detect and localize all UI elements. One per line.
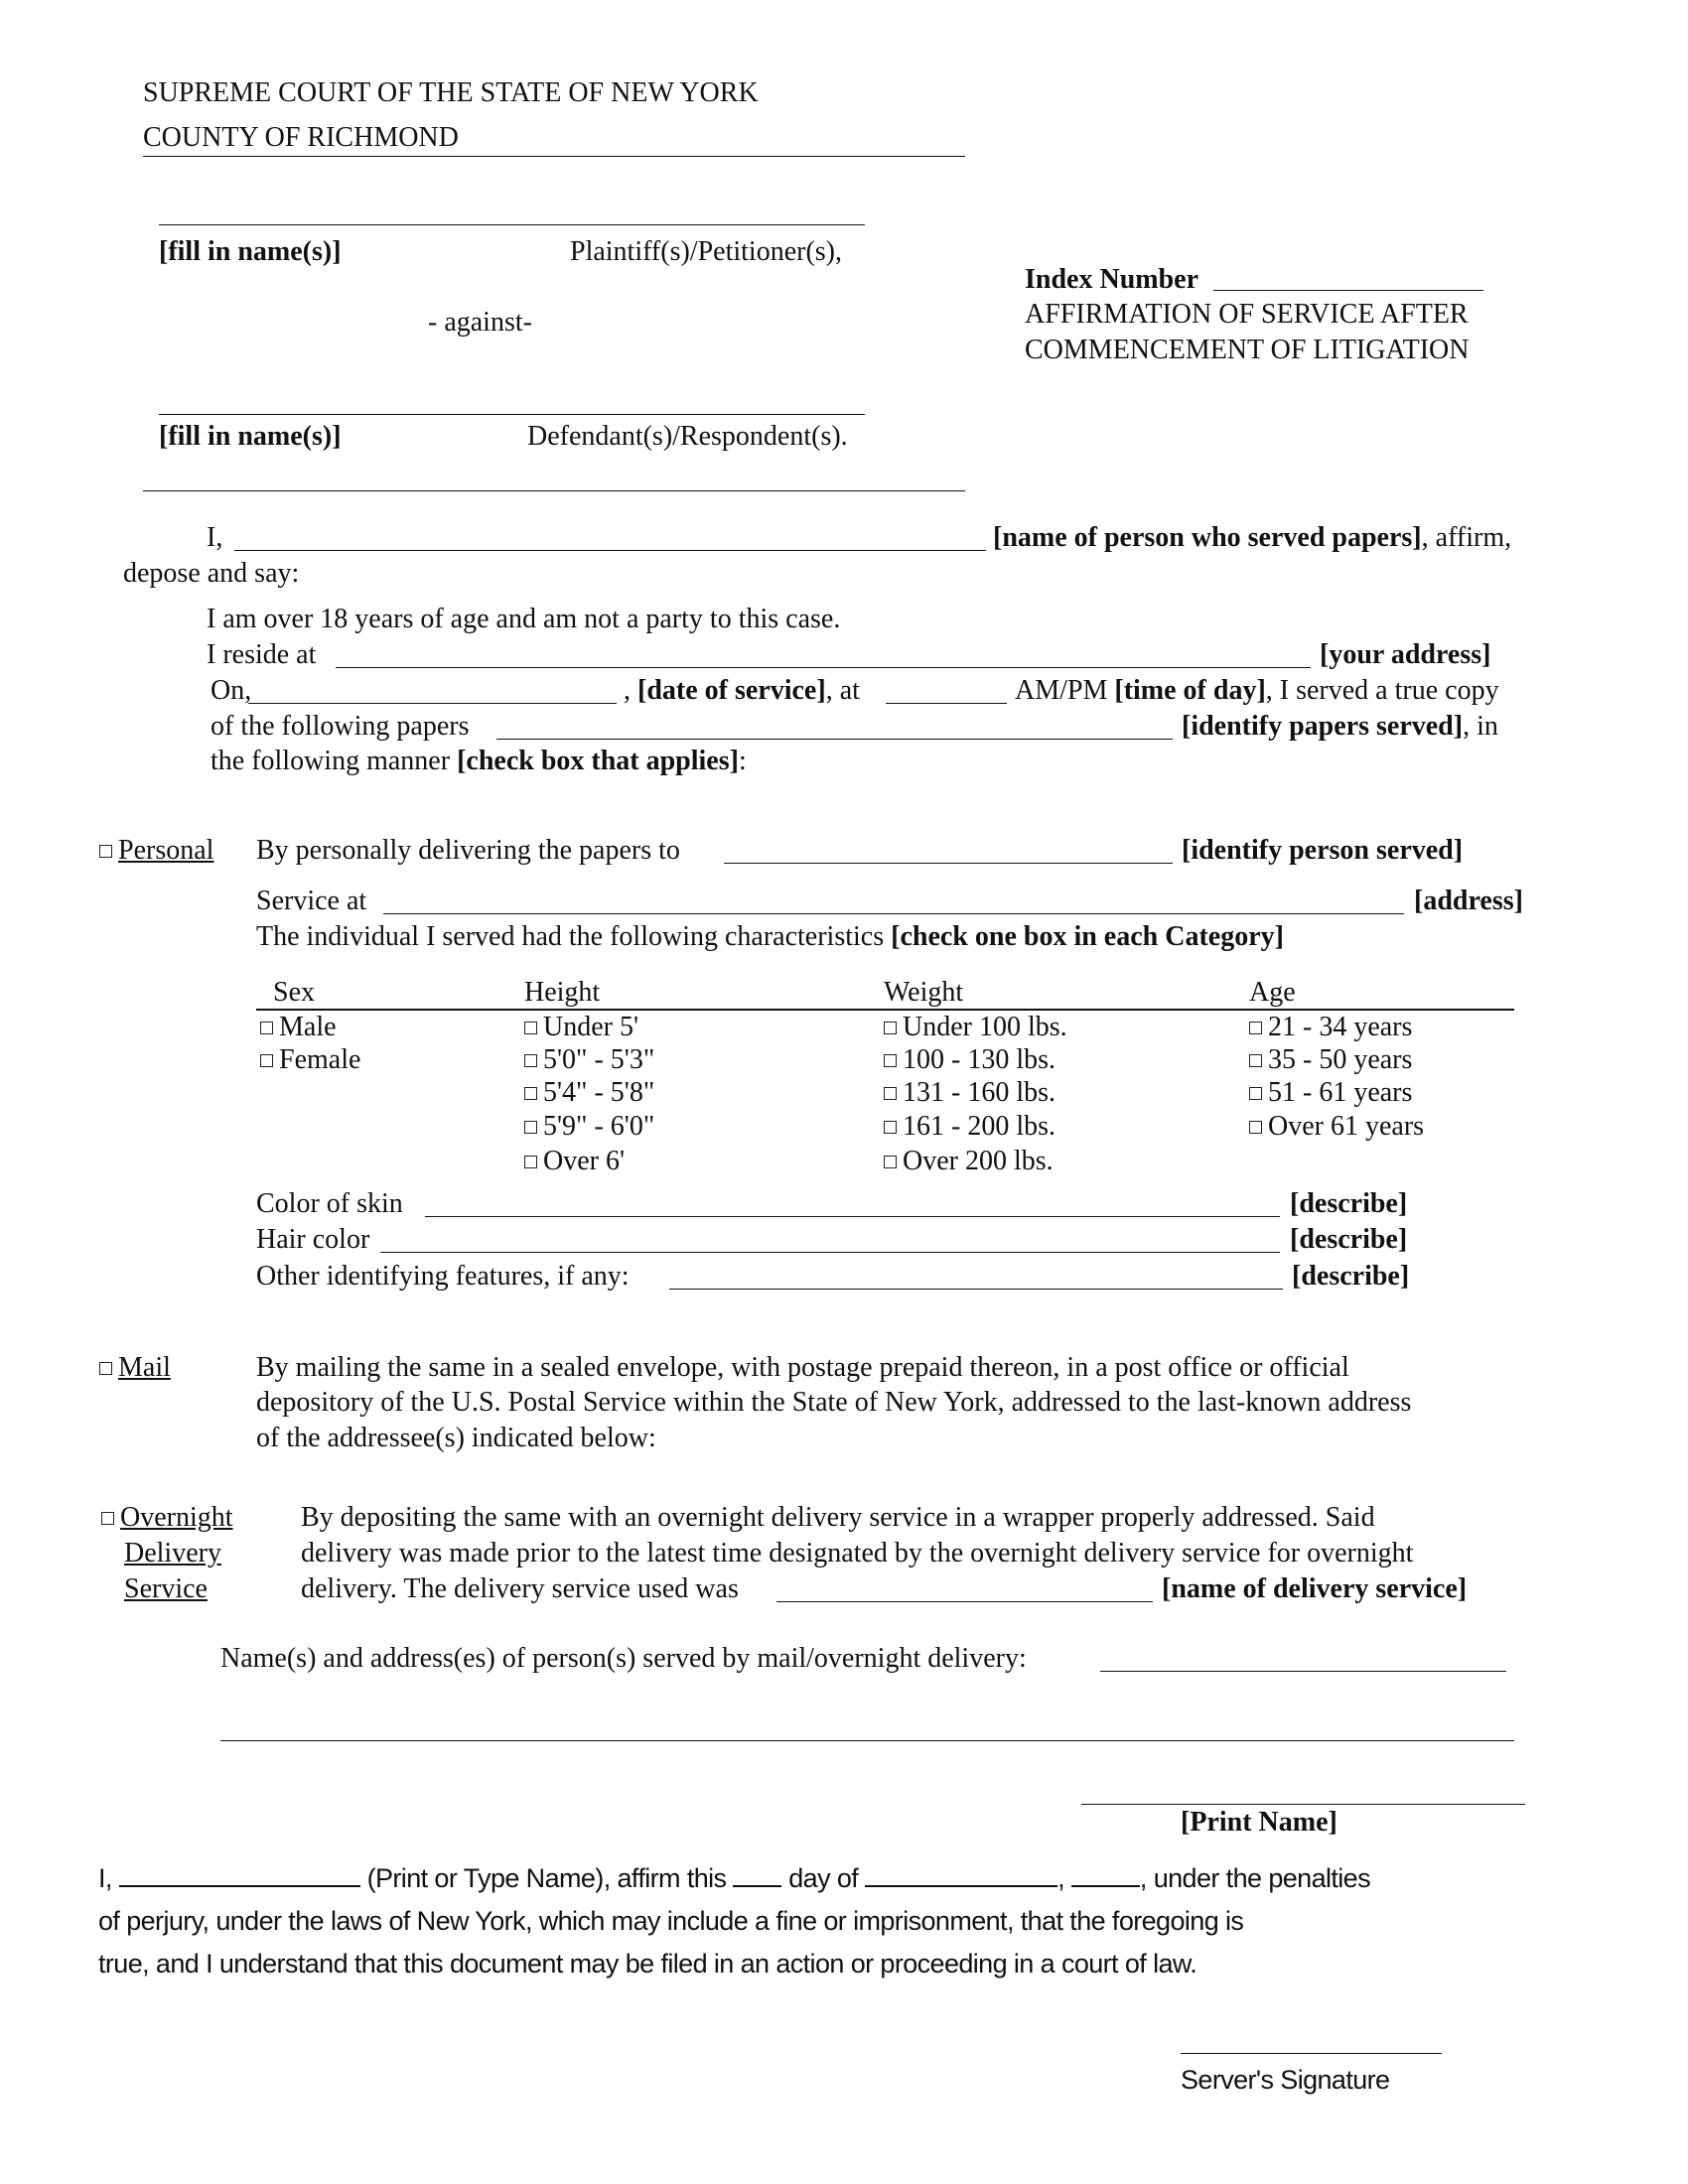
affirmation-line-2: of perjury, under the laws of New York, which may include a fine or imprisonment, that the foregoing is (98, 1906, 1244, 1936)
weight-option[interactable] (884, 1046, 1055, 1074)
age-statement: I am over 18 years of age and am not a party to this case. (207, 604, 841, 634)
delivery-service-field[interactable] (776, 1601, 1153, 1602)
option-label: 131 - 160 lbs. (903, 1077, 1055, 1108)
served-text: , I served a true copy (1265, 675, 1499, 706)
hair-color-field[interactable] (380, 1252, 1280, 1253)
service-time-field[interactable] (886, 703, 1007, 704)
checkbox-icon[interactable] (99, 1362, 112, 1375)
skin-color-field[interactable] (425, 1216, 1280, 1217)
signature-label: Server's Signature (1181, 2065, 1390, 2095)
defendant-name-field[interactable] (159, 414, 865, 415)
weight-option[interactable] (884, 1079, 1055, 1107)
against-label: - against- (428, 307, 532, 338)
manner-text (211, 748, 747, 775)
server-name-hint (993, 524, 1511, 552)
hair-describe-hint: [describe] (1290, 1224, 1408, 1255)
checkbox-icon[interactable] (884, 1054, 897, 1067)
reside-label: I reside at (207, 639, 317, 670)
month-field[interactable] (865, 1863, 1057, 1887)
document-title-line2: COMMENCEMENT OF LITIGATION (1025, 335, 1470, 365)
names-addresses-field[interactable] (1100, 1671, 1506, 1672)
option-label: Under 5' (543, 1012, 639, 1042)
overnight-text-2: delivery was made prior to the latest time designated by the overnight delivery service for overnight (301, 1538, 1414, 1569)
hint: [name of person who served papers] (993, 522, 1422, 553)
checkbox-icon[interactable] (1249, 1054, 1262, 1067)
ampm: AM/PM (1015, 675, 1115, 706)
checkbox-icon[interactable] (1249, 1022, 1262, 1034)
overnight-label-1: Overnight (120, 1502, 233, 1533)
overnight-label-2: Delivery (124, 1538, 221, 1569)
hint: [check box that applies] (457, 746, 739, 776)
document-title-line1: AFFIRMATION OF SERVICE AFTER (1025, 299, 1469, 330)
height-option[interactable] (524, 1113, 654, 1141)
checkbox-icon[interactable] (884, 1156, 897, 1168)
service-address-hint: [address] (1414, 886, 1523, 916)
papers-hint (1182, 713, 1498, 741)
mail-text-3: of the addressee(s) indicated below: (256, 1423, 656, 1453)
height-option[interactable] (524, 1014, 638, 1041)
index-number-field[interactable] (1213, 290, 1483, 291)
checkbox-icon[interactable] (1249, 1121, 1262, 1134)
date-hint (624, 677, 860, 705)
person-served-hint: [identify person served] (1182, 835, 1464, 866)
table-header-age: Age (1249, 977, 1296, 1008)
in-text: , in (1463, 711, 1498, 742)
checkbox-icon[interactable] (260, 1022, 273, 1034)
checkbox-icon[interactable] (524, 1156, 537, 1168)
server-address-field[interactable] (336, 667, 1311, 668)
checkbox-icon[interactable] (884, 1121, 897, 1134)
caption-divider (143, 156, 965, 157)
checkbox-icon[interactable] (884, 1022, 897, 1034)
height-option[interactable] (524, 1148, 625, 1175)
option-label: 21 - 34 years (1268, 1012, 1413, 1042)
server-name-field[interactable] (234, 550, 986, 551)
mail-checkbox[interactable] (99, 1354, 171, 1382)
checkbox-icon[interactable] (260, 1054, 273, 1067)
personal-label: Personal (118, 835, 214, 866)
affirm-text: , affirm, (1421, 522, 1512, 553)
age-option[interactable] (1249, 1079, 1412, 1107)
option-label: 100 - 130 lbs. (903, 1044, 1055, 1075)
delivering-text: By personally delivering the papers to (256, 835, 680, 866)
text: , (1057, 1863, 1071, 1893)
defendant-fill-hint: [fill in name(s)] (159, 421, 342, 452)
court-name: SUPREME COURT OF THE STATE OF NEW YORK (143, 77, 759, 108)
option-label: 5'0" - 5'3" (543, 1044, 655, 1075)
mail-text-1: By mailing the same in a sealed envelope, with postage prepaid thereon, in a post office or official (256, 1352, 1349, 1383)
other-features-field[interactable] (669, 1289, 1283, 1290)
hint: [date of service] (637, 675, 826, 706)
overnight-label-3: Service (124, 1573, 208, 1604)
skin-describe-hint: [describe] (1290, 1188, 1408, 1219)
characteristics-text (256, 923, 1284, 951)
option-label: Under 100 lbs. (903, 1012, 1067, 1042)
text: day of (781, 1863, 866, 1893)
affirmation-line-1 (98, 1863, 1370, 1893)
age-option[interactable] (1249, 1014, 1412, 1041)
address-hint: [your address] (1320, 639, 1491, 670)
overnight-text-3: delivery. The delivery service used was (301, 1573, 739, 1604)
weight-option[interactable] (884, 1148, 1054, 1175)
depose-text: depose and say: (123, 558, 300, 589)
weight-option[interactable] (884, 1113, 1055, 1141)
checkbox-icon[interactable] (524, 1121, 537, 1134)
index-number-label: Index Number (1025, 264, 1199, 295)
characteristics-label: The individual I served had the following characteristics (256, 921, 892, 952)
age-option[interactable] (1249, 1046, 1412, 1074)
plaintiff-name-field[interactable] (159, 224, 865, 225)
table-header-weight: Weight (884, 977, 964, 1008)
plaintiff-label: Plaintiff(s)/Petitioner(s), (570, 236, 842, 267)
weight-option[interactable] (884, 1014, 1067, 1041)
hint: [time of day] (1114, 675, 1266, 706)
hint: [identify papers served] (1182, 711, 1464, 742)
papers-label: of the following papers (211, 711, 470, 742)
on-label: On, (211, 675, 252, 706)
checkbox-icon[interactable] (101, 1512, 114, 1525)
affirmant-name-field[interactable] (119, 1863, 360, 1887)
papers-served-field[interactable] (496, 739, 1173, 740)
print-name-label: [Print Name] (1181, 1807, 1337, 1838)
caption-bottom-divider (143, 490, 965, 491)
service-at-label: Service at (256, 886, 367, 916)
checkbox-icon[interactable] (524, 1022, 537, 1034)
height-option[interactable] (524, 1046, 654, 1074)
person-served-field[interactable] (724, 863, 1173, 864)
height-option[interactable] (524, 1079, 654, 1107)
print-name-field[interactable] (1081, 1804, 1525, 1805)
intro-i: I, (207, 522, 223, 553)
age-option[interactable] (1249, 1113, 1424, 1141)
plaintiff-fill-hint: [fill in name(s)] (159, 236, 342, 267)
service-date-field[interactable] (248, 703, 617, 704)
day-field[interactable] (733, 1863, 781, 1887)
mail-label: Mail (118, 1352, 171, 1383)
text: I, (98, 1863, 119, 1893)
option-label: Over 200 lbs. (903, 1146, 1054, 1176)
checkbox-icon[interactable] (524, 1054, 537, 1067)
sex-option[interactable] (260, 1046, 360, 1074)
service-address-field[interactable] (383, 913, 1404, 914)
checkbox-icon[interactable] (1249, 1087, 1262, 1100)
option-label: Male (279, 1012, 337, 1042)
time-hint (1015, 677, 1499, 705)
manner-label: the following manner (211, 746, 458, 776)
sex-option[interactable] (260, 1014, 337, 1041)
text: , under the penalties (1139, 1863, 1370, 1893)
signature-field[interactable] (1181, 2053, 1442, 2054)
option-label: 5'4" - 5'8" (543, 1077, 655, 1108)
year-field[interactable] (1071, 1863, 1140, 1887)
names-addresses-field-2[interactable] (220, 1740, 1514, 1741)
comma: , (624, 675, 637, 706)
skin-label: Color of skin (256, 1188, 403, 1219)
table-header-rule (256, 1009, 1514, 1011)
other-describe-hint: [describe] (1292, 1261, 1410, 1292)
delivery-service-hint: [name of delivery service] (1162, 1573, 1468, 1604)
table-header-height: Height (524, 977, 601, 1008)
option-label: 5'9" - 6'0" (543, 1111, 655, 1142)
option-label: Female (279, 1044, 361, 1075)
colon: : (738, 746, 747, 776)
overnight-checkbox[interactable] (101, 1504, 233, 1532)
option-label: 161 - 200 lbs. (903, 1111, 1055, 1142)
at-text: , at (825, 675, 860, 706)
checkbox-icon[interactable] (524, 1087, 537, 1100)
affirmation-line-3: true, and I understand that this document may be filed in an action or proceeding in a court of law. (98, 1949, 1197, 1979)
table-header-sex: Sex (273, 977, 315, 1008)
option-label: Over 61 years (1268, 1111, 1425, 1142)
personal-checkbox[interactable] (99, 837, 213, 865)
names-addresses-label: Name(s) and address(es) of person(s) served by mail/overnight delivery: (220, 1643, 1027, 1674)
checkbox-icon[interactable] (99, 845, 112, 858)
hint: [check one box in each Category] (891, 921, 1284, 952)
other-label: Other identifying features, if any: (256, 1261, 630, 1292)
defendant-label: Defendant(s)/Respondent(s). (527, 421, 848, 452)
checkbox-icon[interactable] (884, 1087, 897, 1100)
hair-label: Hair color (256, 1224, 370, 1255)
option-label: Over 6' (543, 1146, 626, 1176)
option-label: 35 - 50 years (1268, 1044, 1413, 1075)
county-name: COUNTY OF RICHMOND (143, 122, 459, 153)
overnight-text-1: By depositing the same with an overnight delivery service in a wrapper properly addressed. Said (301, 1502, 1375, 1533)
option-label: 51 - 61 years (1268, 1077, 1413, 1108)
text: (Print or Type Name), affirm this (359, 1863, 734, 1893)
mail-text-2: depository of the U.S. Postal Service within the State of New York, addressed to the last-known address (256, 1387, 1412, 1418)
